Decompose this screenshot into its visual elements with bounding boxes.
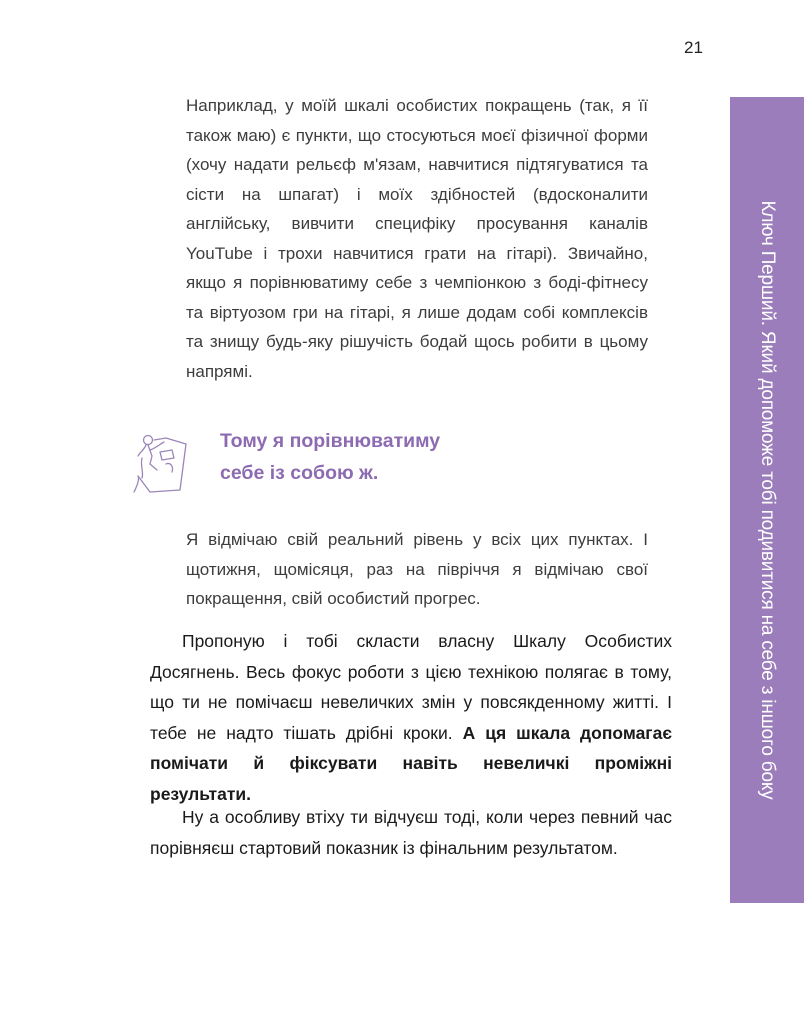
quote-paragraph-2: Я відмічаю свій реальний рівень у всіх цих пунктах. І щотижня, щомісяця, раз на півріччя я відмічаю свої покращення, свій особистий прогрес. — [186, 530, 648, 608]
highlight-line-2: себе із собою ж. — [220, 462, 379, 484]
doodle-figure-icon — [130, 432, 192, 496]
body-paragraph-1-text: Пропоную і тобі скласти власну Шкалу Особистих Досягнень. Весь фокус роботи з цією технікою полягає в тому, що ти не помічаєш невеличких змін у повсякденному житті. І тебе не надто тішать дрібні кроки. — [150, 631, 672, 743]
chapter-side-tab — [730, 97, 804, 903]
body-paragraph-1 — [150, 626, 672, 809]
body-paragraph-2: Ну а особливу втіху ти відчуєш тоді, коли через певний час порівняєш стартовий показник із фінальним результатом. — [150, 807, 672, 858]
chapter-title: Ключ Перший. Який допоможе тобі подивитися на себе з іншого боку — [757, 200, 778, 800]
body-paragraph-1-bold: А ця шкала допомагає помічати й фіксувати навіть невеличкі проміжні результати. — [150, 722, 672, 804]
quote-paragraph-1: Наприклад, у моїй шкалі особистих покращень (так, я її також маю) є пункти, що стосуються моєї фізичної форми (хочу надати рельєф м'язам, навчитися підтягуватися та сісти на шпагат) і моїх здібностей (вдосконалити англійську, вивчити специфіку просування каналів YouTube і трохи навчитися грати на гітарі). Звичайно, якщо я порівнюватиму себе з чемпіонкою з боді-фітнесу та віртуозом гри на гітарі, я лише додам собі комплексів та знищу будь-яку рішучість бодай щось робити в цьому напрямі. — [186, 96, 648, 381]
highlight-quote — [220, 425, 520, 489]
page-number: 21 — [684, 38, 703, 57]
highlight-line-1: Тому я порівнюватиму — [220, 430, 441, 452]
